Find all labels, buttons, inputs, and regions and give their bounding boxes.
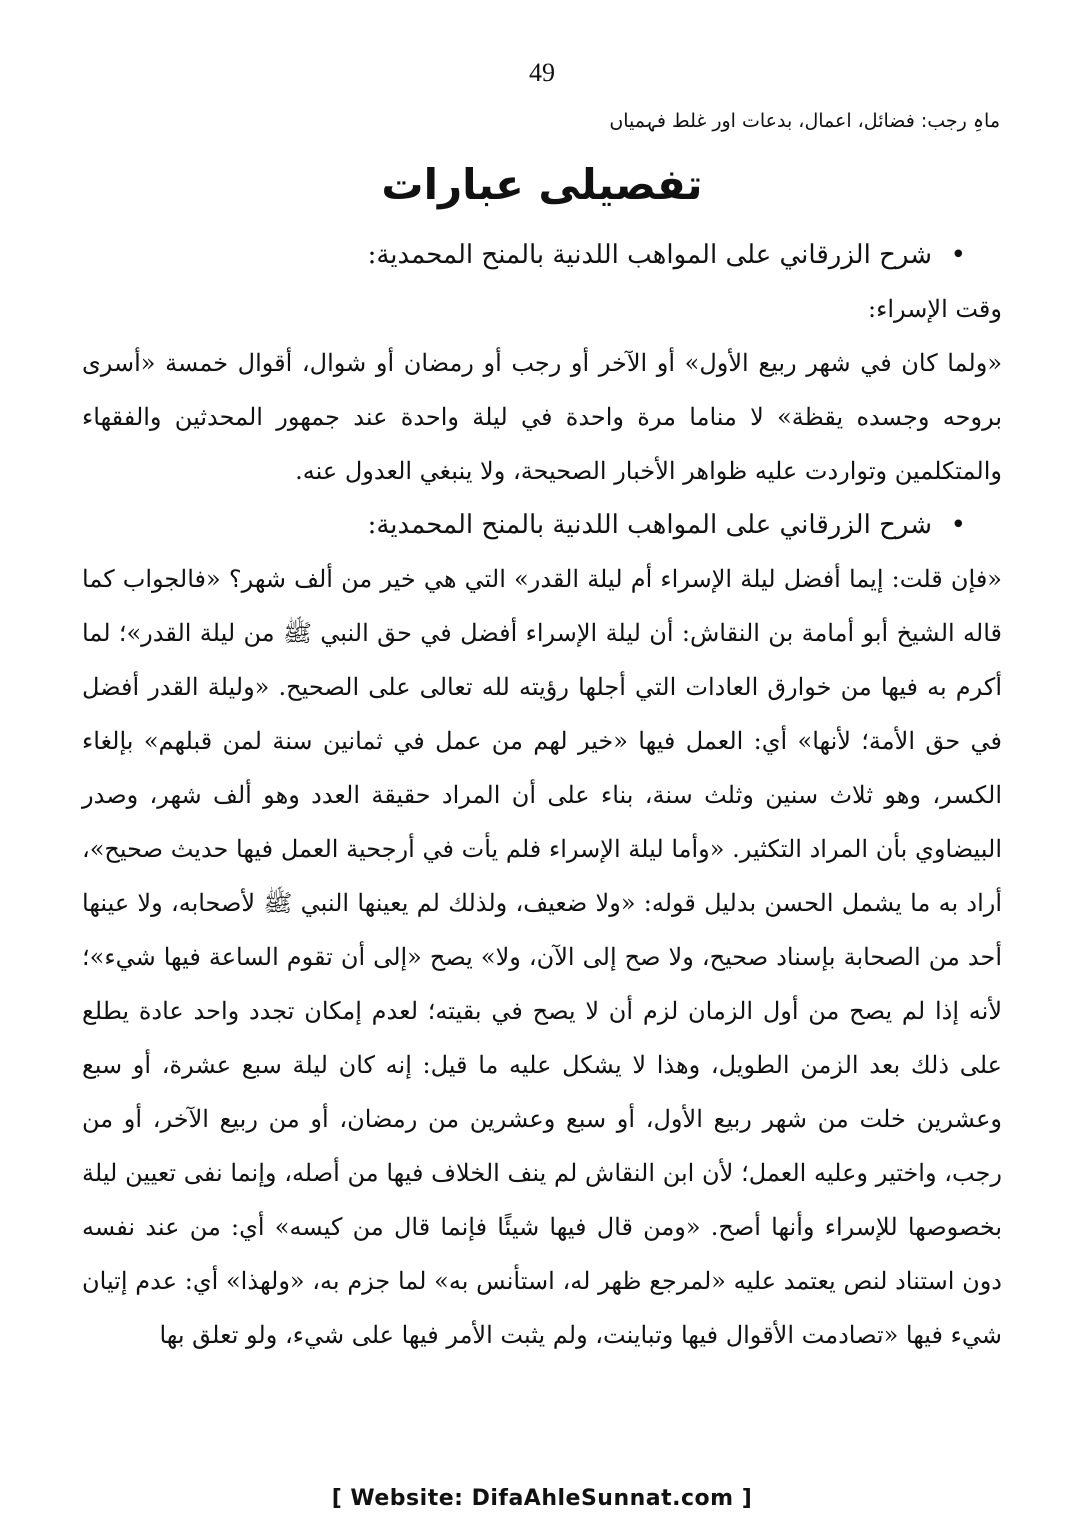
- content-body: [82, 228, 1002, 1362]
- subheading: وقت الإسراء:: [867, 295, 1002, 323]
- source-heading: [82, 228, 1002, 282]
- page-number: 49: [529, 58, 555, 87]
- footer-website: [ Website: DifaAhleSunnat.com ]: [331, 1486, 753, 1511]
- running-header: ماہِ رجب: فضائل، اعمال، بدعات اور غلط فہمیاں: [609, 110, 1000, 132]
- section-title: تفصیلی عبارات: [381, 160, 703, 209]
- source-heading-text: شرح الزرقاني على المواهب اللدنية بالمنح المحمدية:: [367, 240, 932, 270]
- quote-paragraph: «فإن قلت: إيما أفضل ليلة الإسراء أم ليلة القدر» التي هي خير من ألف شهر؟ «فالجواب كما قاله الشيخ أبو أمامة بن النقاش: أن ليلة الإسراء أفضل في حق النبي ﷺ من ليلة القدر»؛ لما أكرم به فيها من خوارق العادات التي أجلها رؤيته لله تعالى على الصحيح. «وليلة القدر أفضل في حق الأمة؛ لأنها» أي: العمل فيها «خير لهم من عمل في ثمانين سنة لمن قبلهم» بإلغاء الكسر، وهو ثلاث سنين وثلث سنة، بناء على أن المراد حقيقة العدد وهو ألف شهر، وصدر البيضاوي بأن المراد التكثير. «وأما ليلة الإسراء فلم يأت في أرجحية العمل فيها حديث صحيح»، أراد به ما يشمل الحسن بدليل قوله: «ولا ضعيف، ولذلك لم يعينها النبي ﷺ لأصحابه، ولا عينها أحد من الصحابة بإسناد صحيح، ولا صح إلى الآن، ولا» يصح «إلى أن تقوم الساعة فيها شيء»؛ لأنه إذا لم يصح من أول الزمان لزم أن لا يصح في بقيته؛ لعدم إمكان تجدد واحد عادة يطلع على ذلك بعد الزمن الطويل، وهذا لا يشكل عليه ما قيل: إنه كان ليلة سبع عشرة، أو سبع وعشرين خلت من شهر ربيع الأول، أو سبع وعشرين من رمضان، أو من ربيع الآخر، أو من رجب، واختير وعليه العمل؛ لأن ابن النقاش لم ينف الخلاف فيها من أصله، وإنما نفى تعيين ليلة بخصوصها للإسراء وأنها أصح. «ومن قال فيها شيئًا فإنما قال من كيسه» أي: من عند نفسه دون استناد لنص يعتمد عليه «لمرجع ظهر له، استأنس به» لما جزم به، «ولهذا» أي: عدم إتيان شيء فيها «تصادمت الأقوال فيها وتباينت، ولم يثبت الأمر فيها على شيء، ولو تعلق بها: [82, 565, 1003, 1349]
- bullet-icon: •: [950, 240, 966, 270]
- bullet-icon: •: [950, 510, 966, 540]
- quote-paragraph: «ولما كان في شهر ربيع الأول» أو الآخر أو رجب أو رمضان أو شوال، أقوال خمسة «أسرى بروحه وجسده يقظة» لا مناما مرة واحدة في ليلة واحدة عند جمهور المحدثين والفقهاء والمتكلمين وتواردت عليه ظواهر الأخبار الصحيحة، ولا ينبغي العدول عنه.: [82, 349, 1002, 485]
- source-heading: [82, 498, 1002, 552]
- source-heading-text: شرح الزرقاني على المواهب اللدنية بالمنح المحمدية:: [367, 510, 932, 540]
